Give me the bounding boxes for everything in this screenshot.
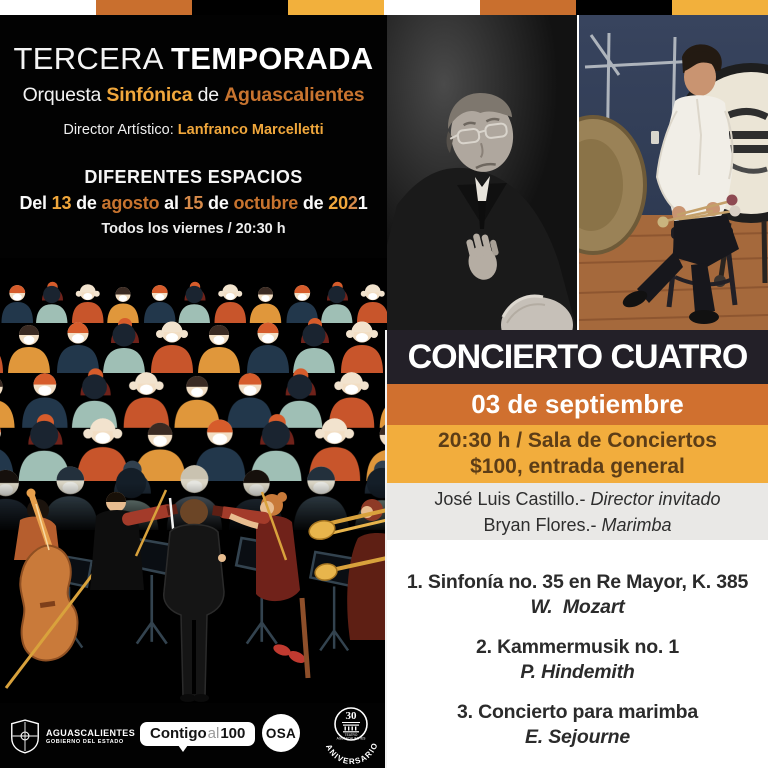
contigo-al-100-logo bbox=[140, 722, 255, 746]
date-word: de bbox=[302, 193, 324, 213]
gobierno-logo bbox=[10, 718, 135, 754]
stripe-segment bbox=[384, 0, 480, 15]
date-day: 15 bbox=[183, 193, 204, 213]
artist-photos bbox=[387, 15, 768, 330]
orchestra-subtitle bbox=[0, 84, 387, 107]
aniversario-number: 30 bbox=[345, 710, 357, 722]
piece-composer: P. Hindemith bbox=[520, 661, 635, 683]
credit-line bbox=[434, 486, 720, 512]
concert-credits-band bbox=[387, 483, 768, 540]
gobierno-subname: GOBIERNO DEL ESTADO bbox=[46, 738, 124, 745]
piece-composer: E. Sejourne bbox=[524, 726, 631, 748]
percussionist-photo bbox=[579, 15, 768, 330]
season-title bbox=[0, 41, 387, 77]
panel-divider bbox=[385, 330, 387, 768]
left-panel bbox=[0, 15, 387, 768]
date-month: octubre bbox=[233, 193, 299, 213]
stripe-segment bbox=[96, 0, 192, 15]
credit-name: José Luis Castillo.- bbox=[434, 488, 586, 509]
concert-time-venue: 20:30 h / Sala de Conciertos bbox=[438, 429, 717, 452]
gobierno-name: AGUASCALIENTES bbox=[46, 727, 136, 738]
venues-line: DIFERENTES ESPACIOS bbox=[84, 167, 303, 187]
piece-title: 2. Kammermusik no. 1 bbox=[476, 636, 679, 658]
credit-role: Marimba bbox=[601, 514, 672, 535]
date-word: de bbox=[208, 193, 229, 213]
contigo-word: Contigo bbox=[150, 725, 207, 742]
program-list bbox=[387, 555, 768, 750]
credit-name: Bryan Flores.- bbox=[483, 514, 597, 535]
subtitle-word: Sinfónica bbox=[106, 84, 193, 106]
date-year: 2021 bbox=[328, 193, 368, 213]
piece-title: 3. Concierto para marimba bbox=[457, 701, 698, 723]
contigo-word: 100 bbox=[220, 725, 246, 742]
gobierno-text bbox=[46, 728, 135, 745]
stripe-segment bbox=[576, 0, 672, 15]
date-word: de bbox=[76, 193, 97, 213]
director-name: Lanfranco Marcelletti bbox=[177, 122, 324, 138]
osa-logo: OSA bbox=[262, 714, 300, 752]
sponsor-logos-strip bbox=[0, 703, 387, 768]
schedule-line: Todos los viernes / 20:30 h bbox=[101, 221, 286, 237]
piece-title: 1. Sinfonía no. 35 en Re Mayor, K. 385 bbox=[406, 571, 749, 593]
concert-date-band: 03 de septiembre bbox=[387, 384, 768, 425]
subtitle-word: Orquesta bbox=[22, 84, 102, 106]
concert-title-band: CONCIERTO CUATRO bbox=[387, 330, 768, 384]
date-word: Del bbox=[19, 193, 47, 213]
stripe-segment bbox=[288, 0, 384, 15]
date-day: 13 bbox=[51, 193, 72, 213]
subtitle-word: Aguascalientes bbox=[224, 84, 365, 106]
date-word: al bbox=[164, 193, 179, 213]
stripe-segment bbox=[672, 0, 768, 15]
date-range-line bbox=[0, 193, 387, 214]
concert-info-band bbox=[387, 425, 768, 483]
aniversario-inner-text: TEATRO bbox=[344, 733, 358, 737]
contigo-word: al bbox=[207, 725, 220, 742]
conductor-photo bbox=[387, 15, 577, 330]
program-item bbox=[387, 700, 768, 750]
piece-composer: W. Mozart bbox=[530, 596, 625, 618]
season-title-bold: TEMPORADA bbox=[170, 41, 374, 76]
svg-text:ANIVERSARIO bbox=[324, 741, 380, 764]
credit-line bbox=[483, 512, 671, 538]
30-aniversario-logo bbox=[316, 704, 386, 764]
program-item bbox=[387, 635, 768, 685]
top-stripe-bar bbox=[0, 0, 768, 15]
orchestra-audience-illustration bbox=[0, 258, 387, 703]
concert-price: $100, entrada general bbox=[470, 455, 685, 478]
stripe-segment bbox=[192, 0, 288, 15]
date-month: agosto bbox=[101, 193, 160, 213]
subtitle-word: de bbox=[197, 84, 219, 106]
aniversario-inner-text: AGUASCALIENTES bbox=[336, 736, 366, 741]
right-panel bbox=[387, 15, 768, 768]
program-item bbox=[387, 570, 768, 620]
stripe-segment bbox=[480, 0, 576, 15]
director-label: Director Artístico: bbox=[63, 122, 174, 138]
season-title-regular: TERCERA bbox=[13, 41, 163, 76]
stripe-segment bbox=[0, 0, 96, 15]
coat-of-arms-icon bbox=[10, 718, 40, 754]
director-line bbox=[0, 122, 387, 138]
aniversario-arc-text: ANIVERSARIO bbox=[323, 740, 380, 764]
credit-role: Director invitado bbox=[590, 488, 721, 509]
